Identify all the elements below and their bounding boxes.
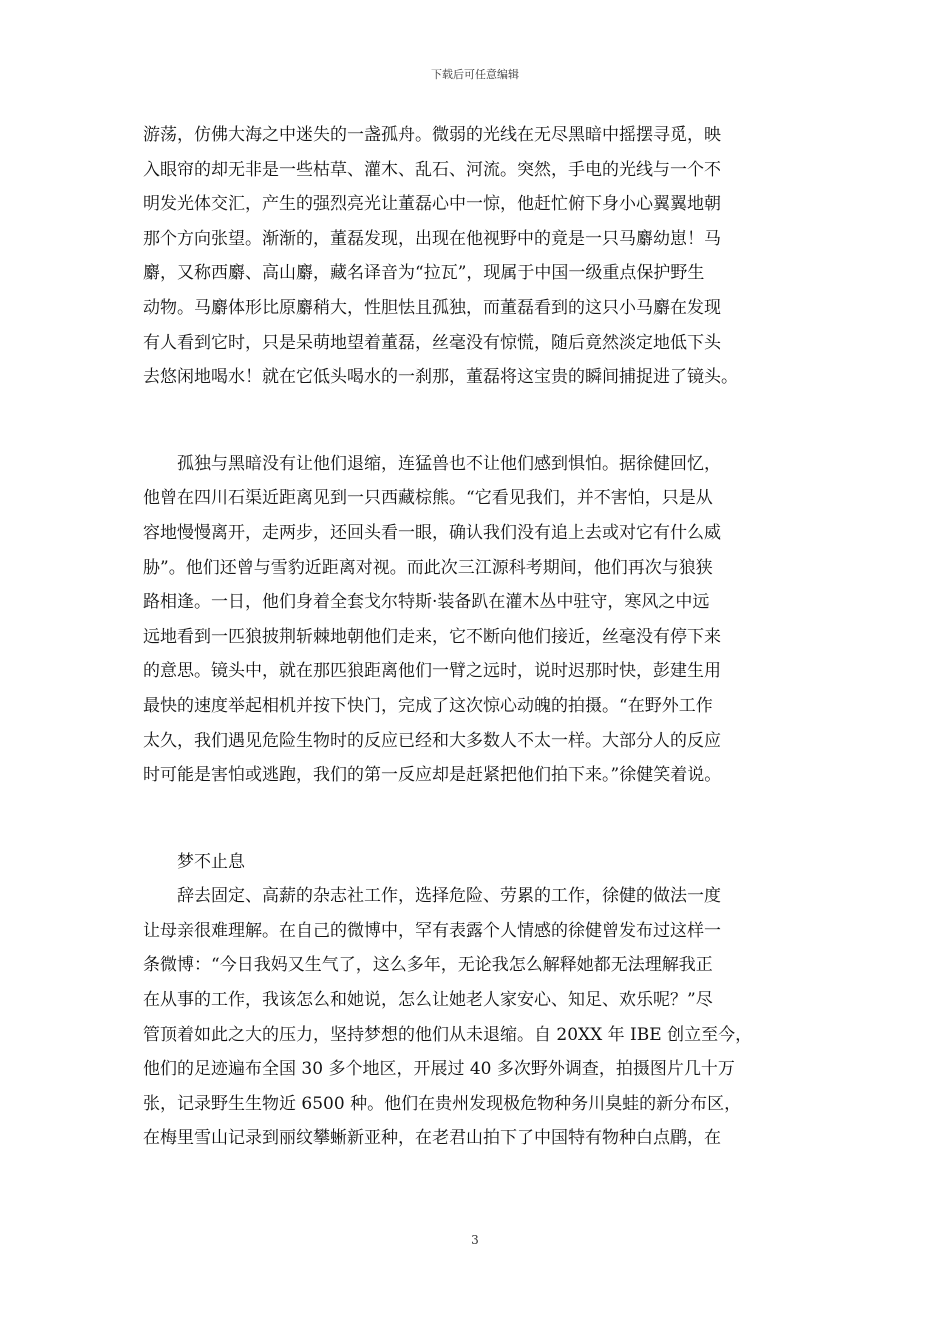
text-line: 动物。马麝体形比原麝稍大，性胆怯且孤独，而董磊看到的这只小马麝在发现 (143, 297, 721, 318)
paragraph-1 (143, 118, 820, 395)
page-header: 下载后可任意编辑 (431, 68, 519, 81)
text-line: 让母亲很难理解。在自己的微博中，罕有表露个人情感的徐健曾发布过这样一 (143, 920, 721, 941)
text-line: 容地慢慢离开，走两步，还回头看一眼，确认我们没有追上去或对它有什么威 (143, 522, 721, 543)
text-line: 张，记录野生生物近 6500 种。他们在贵州发现极危物种务川臭蛙的新分布区， (143, 1093, 742, 1114)
text-line: 在从事的工作，我该怎么和她说，怎么让她老人家安心、知足、欢乐呢？”尽 (143, 990, 713, 1011)
text-line: 胁”。他们还曾与雪豹近距离对视。而此次三江源科考期间，他们再次与狼狭 (143, 557, 713, 578)
text-line: 太久，我们遇见危险生物时的反应已经和大多数人不太一样。大部分人的反应 (143, 730, 721, 751)
text-line: 管顶着如此之大的压力，坚持梦想的他们从未退缩。自 20XX 年 IBE 创立至今， (143, 1024, 753, 1045)
paragraph-spacer (143, 395, 820, 447)
document-body (143, 118, 820, 1156)
text-line: 那个方向张望。渐渐的，董磊发现，出现在他视野中的竟是一只马麝幼崽！马 (143, 228, 721, 249)
text-line: 他曾在四川石渠近距离见到一只西藏棕熊。“它看见我们，并不害怕，只是从 (143, 488, 713, 509)
paragraph-2 (143, 447, 820, 793)
text-line: 时可能是害怕或逃跑，我们的第一反应却是赶紧把他们拍下来。”徐健笑着说。 (143, 765, 722, 786)
text-line: 条微博：“今日我妈又生气了，这么多年，无论我怎么解释她都无法理解我正 (143, 955, 713, 976)
paragraph-3 (143, 845, 820, 1156)
text-line: 辞去固定、高薪的杂志社工作，选择危险、劳累的工作，徐健的做法一度 (177, 886, 721, 907)
section-heading: 梦不止息 (177, 851, 245, 872)
text-line: 在梅里雪山记录到丽纹攀蜥新亚种，在老君山拍下了中国特有物种白点鹛，在 (143, 1128, 721, 1149)
text-line: 的意思。镜头中，就在那匹狼距离他们一臂之远时，说时迟那时快，彭建生用 (143, 661, 721, 682)
text-line: 他们的足迹遍布全国 30 多个地区，开展过 40 多次野外调查，拍摄图片几十万 (143, 1059, 735, 1080)
page-number: 3 (471, 1233, 479, 1247)
paragraph-spacer (143, 793, 820, 845)
text-line: 入眼帘的却无非是一些枯草、灌木、乱石、河流。突然，手电的光线与一个不 (143, 159, 721, 180)
text-line: 明发光体交汇，产生的强烈亮光让董磊心中一惊，他赶忙俯下身小心翼翼地朝 (143, 194, 721, 215)
text-line: 游荡，仿佛大海之中迷失的一盏孤舟。微弱的光线在无尽黑暗中摇摆寻觅，映 (143, 125, 721, 145)
text-line: 孤独与黑暗没有让他们退缩，连猛兽也不让他们感到惧怕。据徐健回忆， (177, 453, 721, 474)
text-line: 路相逢。一日，他们身着全套戈尔特斯·装备趴在灌木丛中驻守，寒风之中远 (143, 592, 710, 613)
text-line: 最快的速度举起相机并按下快门，完成了这次惊心动魄的拍摄。“在野外工作 (143, 695, 713, 716)
text-line: 远地看到一匹狼披荆斩棘地朝他们走来，它不断向他们接近，丝毫没有停下来 (143, 626, 721, 647)
text-line: 麝，又称西麝、高山麝，藏名译音为“拉瓦”，现属于中国一级重点保护野生 (143, 263, 705, 284)
text-line: 有人看到它时，只是呆萌地望着董磊，丝毫没有惊慌，随后竟然淡定地低下头 (143, 332, 721, 353)
text-line: 去悠闲地喝水！就在它低头喝水的一刹那，董磊将这宝贵的瞬间捕捉进了镜头。 (143, 367, 738, 388)
